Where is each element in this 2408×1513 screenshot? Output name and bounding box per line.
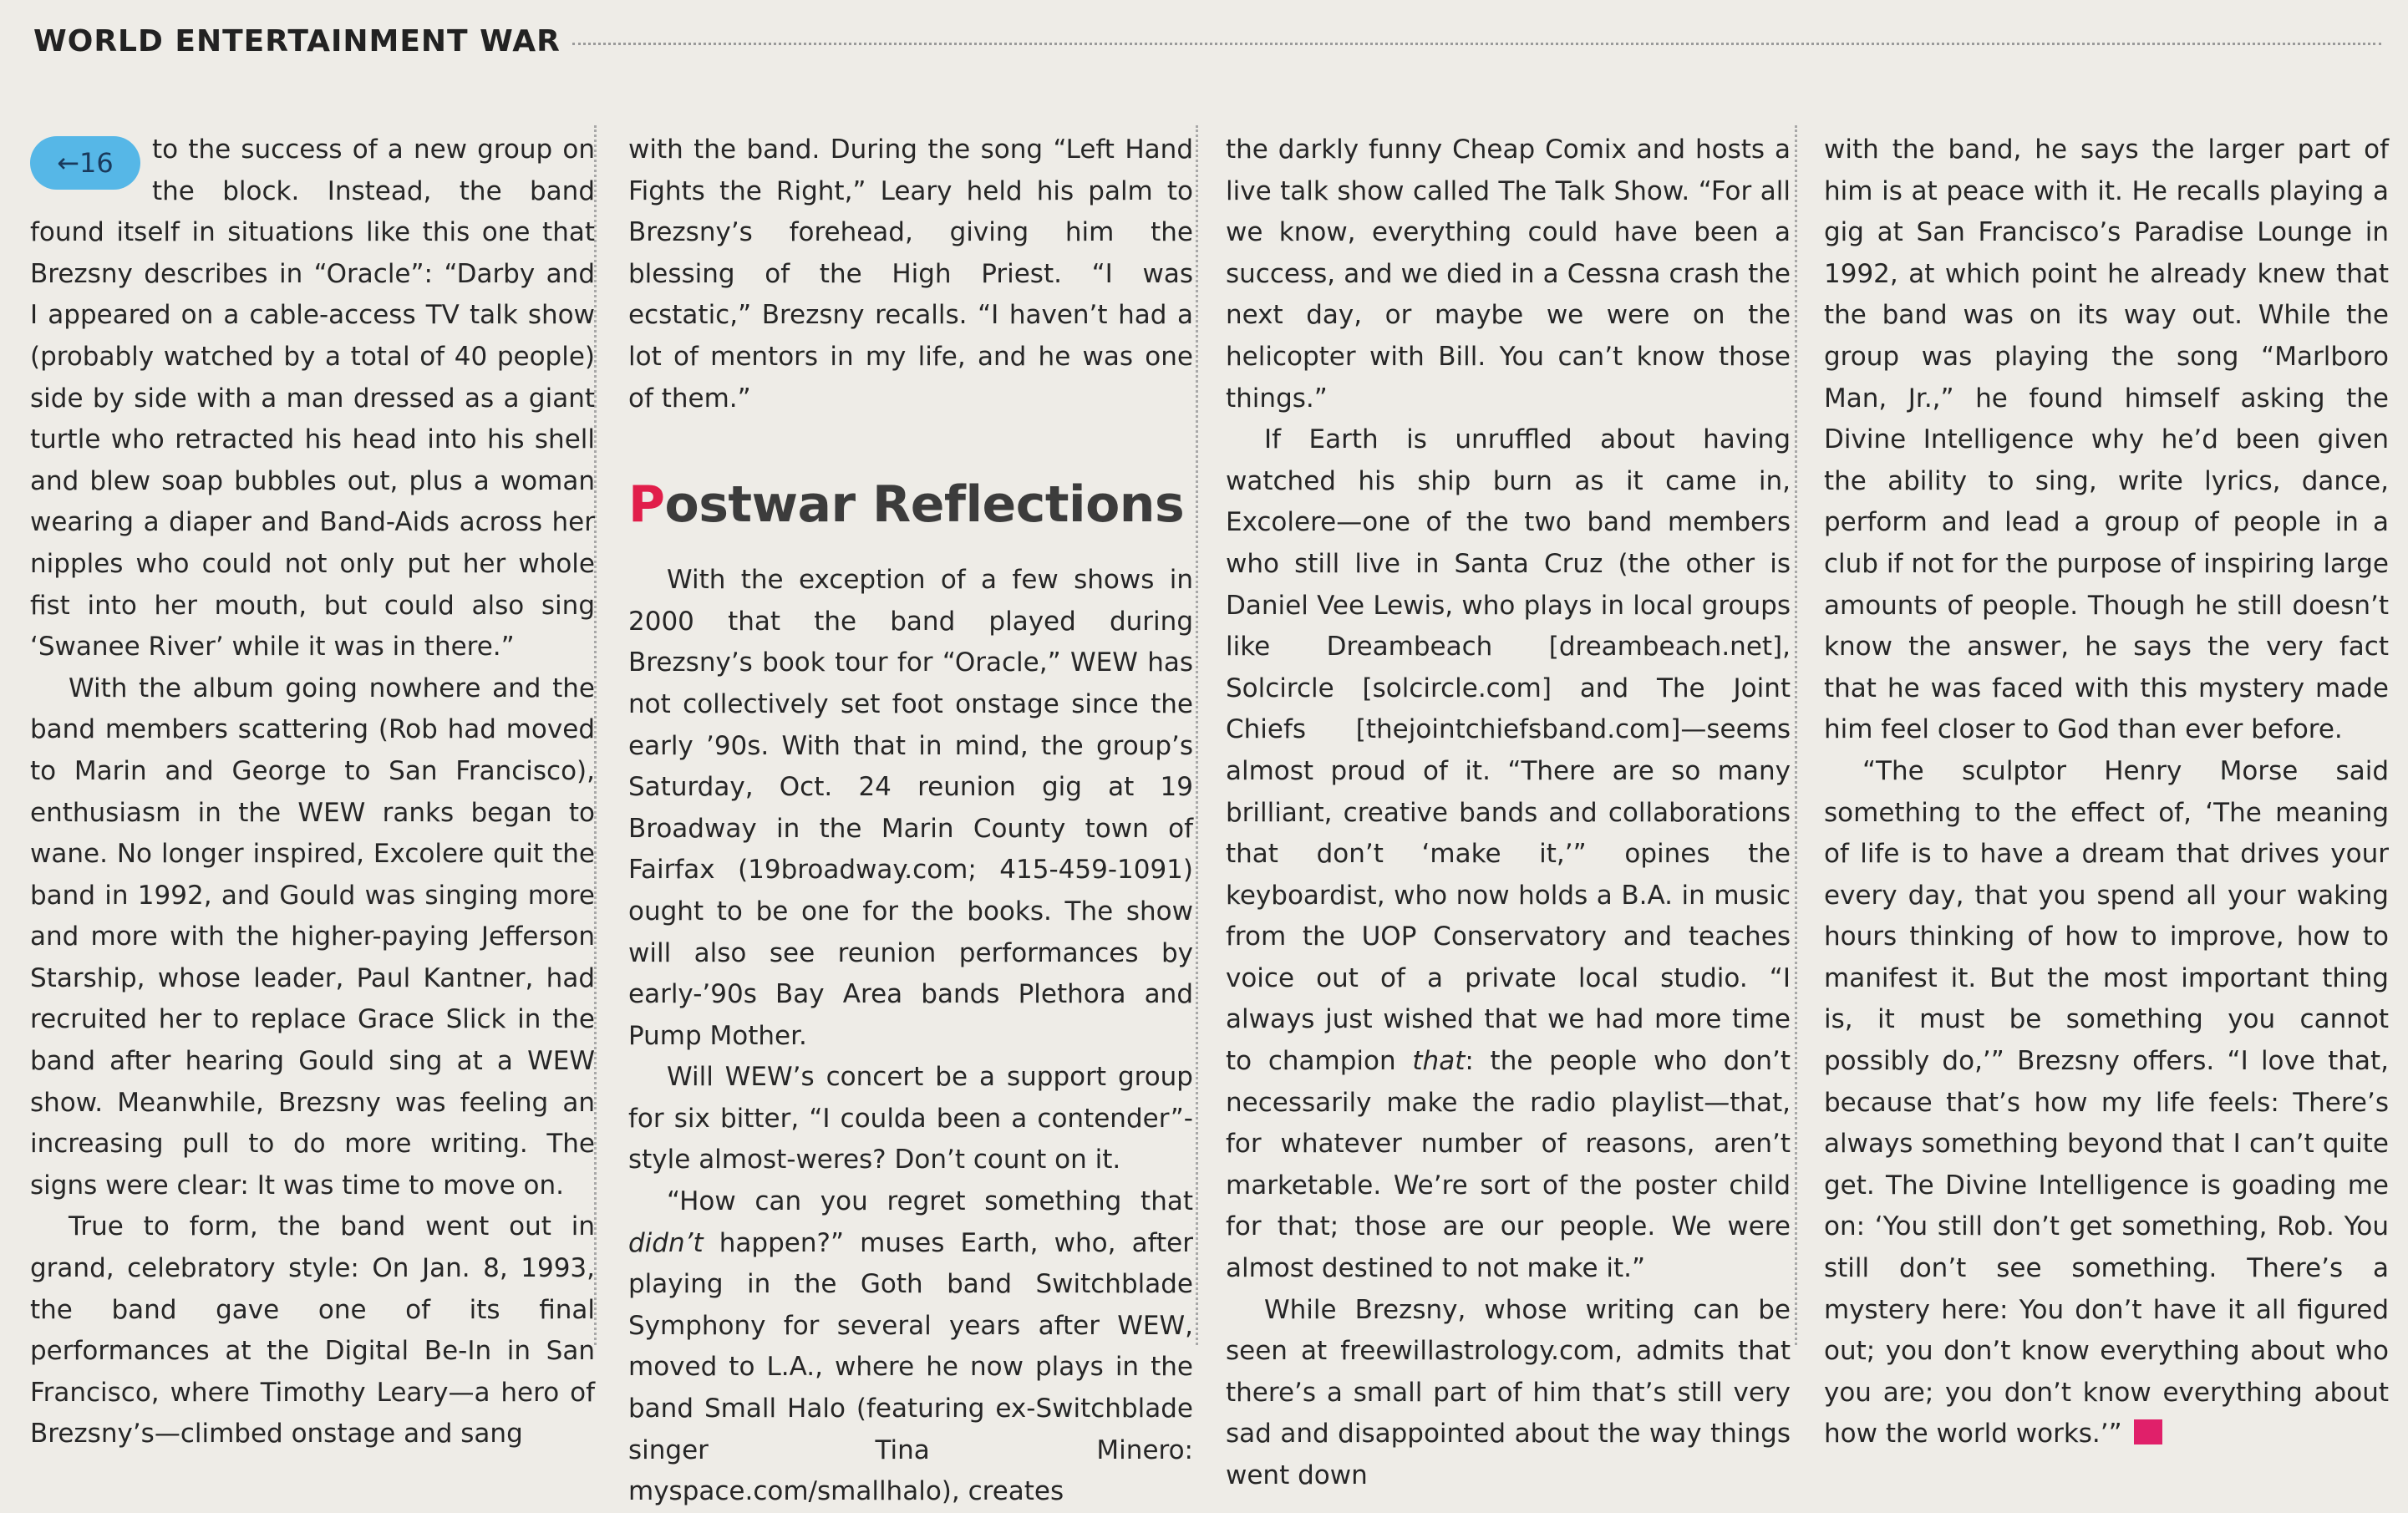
subhead-text: ostwar Reflections [664, 475, 1185, 535]
emphasis-text: that [1412, 1046, 1466, 1077]
paragraph: to the success of a new group on the block. Instead, the band found itself in situations like this one that Brezsny describes in “Oracle”: “Darby and I appeared on a cable-access TV talk show (probably watched by a total of 40 people) side by side with a man dressed as a giant turtle who retracted his head into his shell and blew soap bubbles out, plus a woman wearing a diaper and Band-Aids across her nipples who could not only put her whole fist into her mouth, but could also sing ‘Swanee River’ while it was in there.” [30, 135, 595, 663]
paragraph: With the album going nowhere and the band members scattering (Rob had moved to Marin and George to San Francisco), enthusiasm in the WEW ranks began to wane. No longer inspired, Excolere quit the band in 1992, and Gould was singing more and more with the higher-paying Jefferson Starship, whose leader, Paul Kantner, had recruited her to replace Grace Slick in the band after hearing Gould sing at a WEW show. Meanwhile, Brezsny was feeling an increasing pull to do more writing. The signs were clear: It was time to move on. [30, 673, 595, 1201]
paragraph-text: : the people who don’t necessarily make the radio playlist—that, for whatever number of reasons, aren’t marketable. We’re sort of the poster child for that; those are our people. We were almost destined to not make it.” [1226, 1046, 1791, 1284]
section-header [33, 20, 2381, 62]
paragraph: with the band, he says the larger part of him is at peace with it. He recalls playing a gig at San Francisco’s Paradise Lounge in 1992, at which point he already knew that the band was on its way out. While the group was playing the song “Marlboro Man, Jr.,” he found himself asking the Divine Intelligence why he’d been given the ability to sing, write lyrics, dance, perform and lead a group of people in a club if not for the purpose of inspiring large amounts of people. Though he still doesn’t know the answer, he says the very fact that he was faced with this mystery made him feel closer to God than ever before. [1824, 135, 2389, 745]
paragraph: the darkly funny Cheap Comix and hosts a live talk show called The Talk Show. “For all we know, everything could have been a success, and we died in a Cessna crash the next day, or maybe we were on the helicopter with Bill. You can’t know those things.” [1226, 135, 1791, 414]
end-of-story-mark [2134, 1419, 2162, 1444]
paragraph: True to form, the band went out in grand, celebratory style: On Jan. 8, 1993, the band gave one of its final performances at the Digital Be-In in San Francisco, where Timothy Leary—a hero of Brezsny’s—climbed onstage and sang [30, 1211, 595, 1450]
paragraph: with the band. During the song “Left Hand Fights the Right,” Leary held his palm to Brezsny’s forehead, giving him the blessing of the High Priest. “I was ecstatic,” Brezsny recalls. “I haven’t had a lot of mentors in my life, and he was one of them.” [628, 135, 1193, 414]
paragraph-text: “The sculptor Henry Morse said something to the effect of, ‘The meaning of life is to have a dream that drives your every day, that you spend all your waking hours thinking of how to improve, how to manifest it. But the most important thing is, it must be something you cannot possibly do,’” Brezsny offers. “I love that, because that’s how my life feels: There’s always something beyond that I can’t quite get. The Divine Intelligence is goading me on: ‘You still don’t get something, Rob. You still don’t see something. There’s a mystery here: You don’t have it all figured out; you don’t know everything about who you are; you don’t know everything about how the world works.’” [1824, 755, 2389, 1450]
emphasis-text: didn’t [628, 1227, 704, 1258]
article-column-2 [628, 129, 1193, 1507]
paragraph-text: happen?” muses Earth, who, after playing in the Goth band Switchblade Symphony for several years after WEW, moved to L.A., where he now plays in the band Small Halo (featuring ex-Switchblade singer Tina Minero: myspace.com/smallhalo), creates [628, 1227, 1193, 1507]
section-title: WORLD ENTERTAINMENT WAR [33, 23, 561, 58]
article-column-1 [30, 129, 595, 1450]
paragraph-text: If Earth is unruffled about having watched his ship burn as it came in, Excolere—one of the two band members who still live in Santa Cruz (the other is Daniel Vee Lewis, who plays in local groups like Dreambeach [dreambeach.net], Solcircle [solcircle.com] and The Joint Chiefs [thejointchiefsband.com]—seems almost proud of it. “There are so many brilliant, creative bands and collaborations that don’t ‘make it,’” opines the keyboardist, who now holds a B.A. in music from the UOP Conservatory and teaches voice out of a private local studio. “I always just wished that we had more time to champion [1226, 424, 1791, 1077]
paragraph-text: “How can you regret something that [667, 1186, 1193, 1217]
article-column-3 [1226, 129, 1791, 1490]
paragraph [628, 1181, 1193, 1513]
paragraph: With the exception of a few shows in 2000 that the band played during Brezsny’s book tour for “Oracle,” WEW has not collectively set foot onstage since the early ’90s. With that in mind, the group’s Saturday, Oct. 24 reunion gig at 19 Broadway in the Marin County town of Fairfax (19broadway.com; 415-459-1091) ought to be one for the books. The show will also see reunion performances by early-’90s Bay Area bands Plethora and Pump Mother. [628, 565, 1193, 1051]
column-divider [1795, 125, 1797, 1345]
column-divider [1196, 125, 1198, 1345]
paragraph: While Brezsny, whose writing can be seen at freewillastrology.com, admits that there’s a small part of him that’s still very sad and disappointed about the way things went down [1226, 1294, 1791, 1490]
continued-from-page-badge[interactable]: ←16 [30, 136, 140, 190]
article-column-4 [1824, 129, 2389, 1450]
paragraph: Will WEW’s concert be a support group for six bitter, “I coulda been a contender”-style almost-weres? Don’t count on it. [628, 1062, 1193, 1175]
paragraph [1226, 419, 1791, 1289]
header-dotted-rule [572, 43, 2381, 45]
subhead-initial: P [628, 475, 665, 535]
subhead-postwar-reflections [628, 471, 1193, 538]
paragraph [1824, 751, 2389, 1455]
